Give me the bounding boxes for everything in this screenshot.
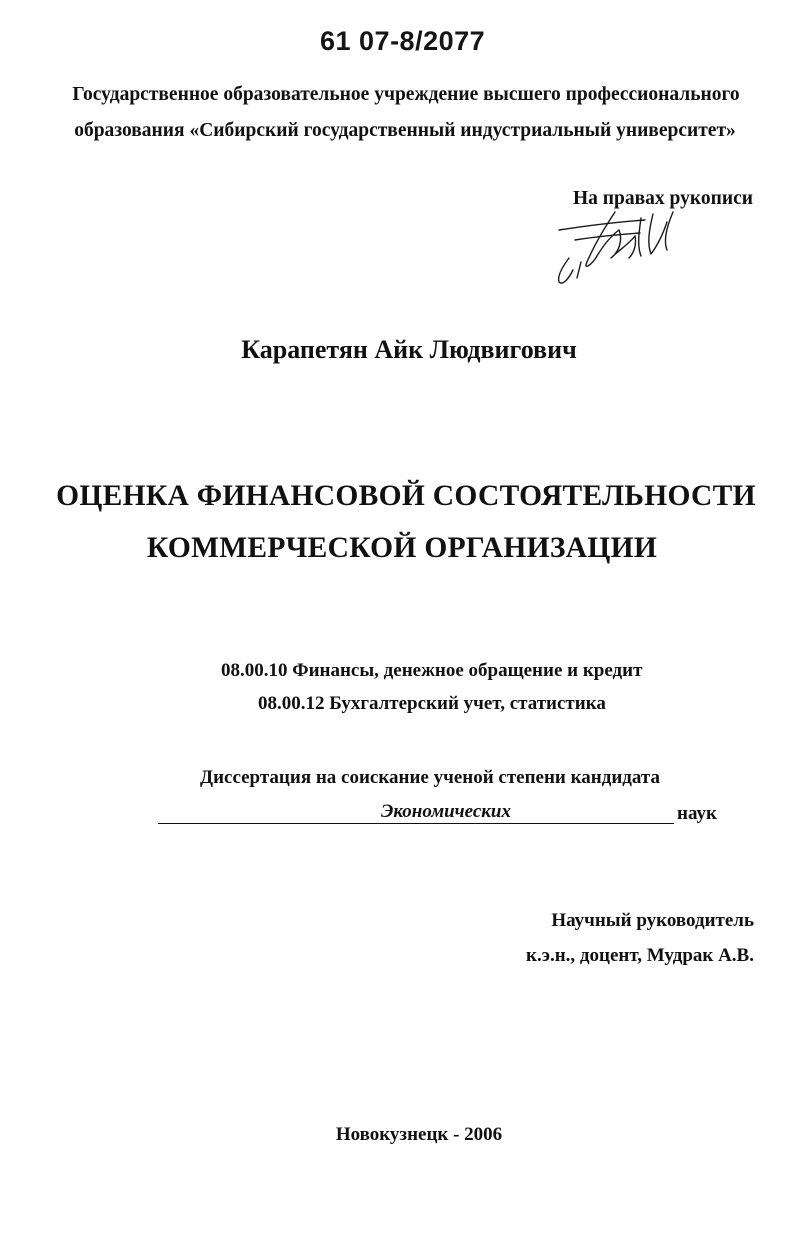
author-name: Карапетян Айк Людвигович <box>241 335 577 364</box>
degree-suffix: наук <box>677 803 717 824</box>
thesis-title-line-1: ОЦЕНКА ФИНАНСОВОЙ СОСТОЯТЕЛЬНОСТИ <box>56 480 756 512</box>
specialty-2: 08.00.12 Бухгалтерский учет, статистика <box>258 693 606 714</box>
thesis-title-line-2: КОММЕРЧЕСКОЙ ОРГАНИЗАЦИИ <box>146 532 658 564</box>
supervisor-label: Научный руководитель <box>551 910 754 931</box>
institution-line-1: Государственное образовательное учреждение высшего профессионального <box>72 84 740 105</box>
rights-note: На правах рукописи <box>573 188 753 209</box>
dissertation-statement: Диссертация на соискание ученой степени кандидата <box>200 767 660 788</box>
archive-stamp: 61 07-8/2077 <box>320 26 486 56</box>
city-year: Новокузнецк - 2006 <box>335 1124 503 1145</box>
degree-field: Экономических <box>381 801 511 822</box>
institution-line-2: образования «Сибирский государственный индустриальный университет» <box>74 120 736 141</box>
supervisor-name: к.э.н., доцент, Мудрак А.В. <box>526 945 754 966</box>
specialty-1: 08.00.10 Финансы, денежное обращение и кредит <box>221 660 643 681</box>
handwritten-signature <box>545 200 705 295</box>
